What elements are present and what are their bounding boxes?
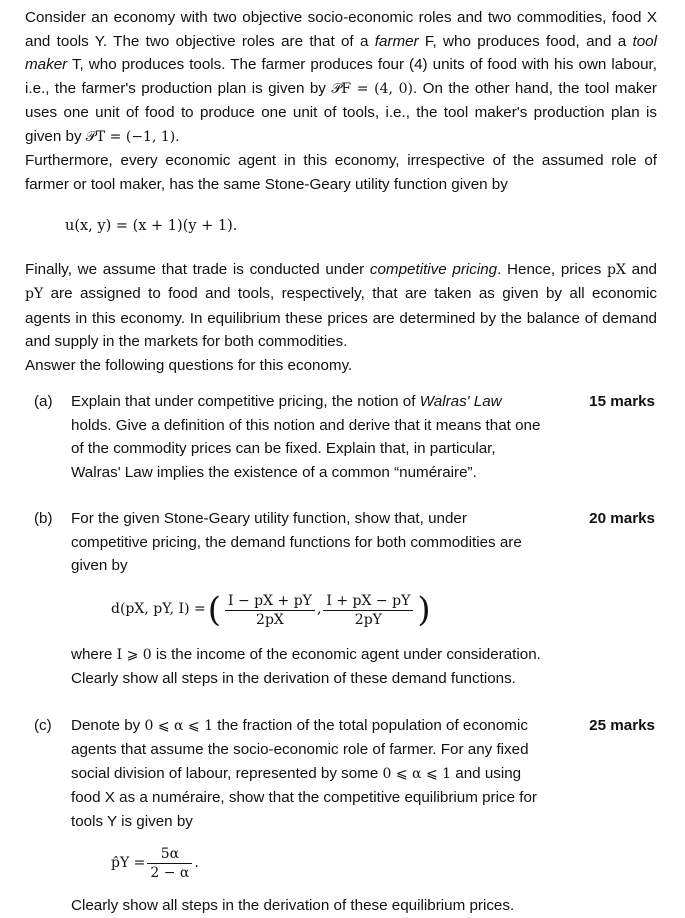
walras-law-term: Walras' Law [419,393,502,410]
farmer-term: farmer [374,32,419,50]
question-text: and using food X as a numéraire, show that the competitive equilibrium price for tools Y is given by [71,764,537,830]
equilibrium-denominator: 2 − α [150,865,190,881]
question-b-label: (b) [34,510,53,527]
open-paren: ( [207,590,221,630]
demand-y-numerator: I + pX − pY [323,592,413,611]
intro-text: . On the other hand, the tool maker uses one unit of food to produce one unit of tools, i.e., the tool maker's production plan is given by [25,79,657,145]
spacer [25,691,657,701]
intro-text: F, who produces food, and a [418,32,633,50]
intro-text: and [625,260,657,278]
question-text: where [71,645,117,663]
intro-paragraph-3 [25,258,657,354]
equilibrium-fraction [147,845,192,882]
question-c-label: (c) [34,716,52,734]
question-c-marks: 25 marks [589,716,655,734]
question-b-after [71,643,545,691]
demand-function-equation [111,592,545,629]
close-paren: ) [417,590,431,630]
intro-text: Consider an economy with two objective socio-economic roles and two commodities, food X and tools Y. The two objective roles are that of a [25,9,657,50]
intro-text: . [175,127,180,145]
question-text: Denote by [71,716,145,734]
equilibrium-lhs: p̂Y = [111,854,146,871]
question-text: holds. Give a definition of this notion and derive that it means that one of the commodity prices can be fixed. Explain that, in particular, Walras' Law implies the existence of a common “numéraire”. [71,416,541,481]
intro-paragraph-4: Answer the following questions for this economy. [25,356,353,374]
equilibrium-numerator: 5α [147,845,192,864]
comma: , [316,601,322,618]
intro-text: . Hence, prices [497,260,608,278]
alpha-range: 0 ⩽ α ⩽ 1 [382,765,452,782]
intro-text: Finally, we assume that trade is conducted under [25,260,370,278]
question-c-after: Clearly show all steps in the derivation of these equilibrium prices. [71,897,515,914]
question-b-text: For the given Stone-Geary utility function, show that, under competitive pricing, the demand functions for both commodities are given by [71,510,522,574]
spacer [25,484,657,494]
question-a-marks: 15 marks [589,393,655,410]
income-condition: I ⩾ 0 [116,646,152,663]
equation-period: . [194,854,199,871]
toolmaker-production-plan: 𝒫T = (−1, 1) [85,128,176,145]
question-b [25,507,657,691]
question-a [25,390,657,484]
intro-paragraph-2: Furthermore, every economic agent in this economy, irrespective of the assumed role of farmer or tool maker, has the same Stone-Geary utility function given by [25,152,657,193]
farmer-production-plan: 𝒫F = (4, 0) [331,80,414,97]
price-y: pY [25,286,44,302]
competitive-pricing-term: competitive pricing [369,260,498,278]
price-x: pX [607,261,626,278]
intro-text: are assigned to food and tools, respectively, that are taken as given by all economic agents in this economy. In equilibrium these prices are determined by the balance of demand and supply in the markets for both commodities. [25,285,657,350]
alpha-range: 0 ⩽ α ⩽ 1 [144,717,213,734]
demand-x-denominator: 2pX [256,611,284,628]
question-c-text [71,714,545,834]
question-text: is the income of the economic agent under consideration. Clearly show all steps in the derivation of these demand functions. [71,645,541,687]
question-text: Explain that under competitive pricing, the notion of [71,393,420,410]
demand-lhs: d(pX, pY, I) = [111,601,206,618]
question-c [25,714,657,918]
demand-x-fraction [225,592,315,629]
intro-text: T, who produces tools. The farmer produces four (4) units of food with his own labour, i.e., the farmer's production plan is given by [25,56,657,97]
tool-maker-term: tool maker [25,32,657,73]
demand-y-fraction [323,592,413,629]
question-b-marks: 20 marks [589,510,655,527]
question-a-text [71,390,545,484]
question-text: the fraction of the total population of economic agents that assume the socio-economic role of farmer. For any fixed social division of labour, represented by some [71,716,529,782]
demand-x-numerator: I − pX + pY [225,592,315,611]
demand-y-denominator: 2pY [354,611,382,628]
question-a-label: (a) [34,393,53,410]
intro-paragraph-1 [25,6,657,149]
utility-function: u(x, y) = (x + 1)(y + 1). [65,218,238,234]
equilibrium-price-equation [111,845,545,882]
